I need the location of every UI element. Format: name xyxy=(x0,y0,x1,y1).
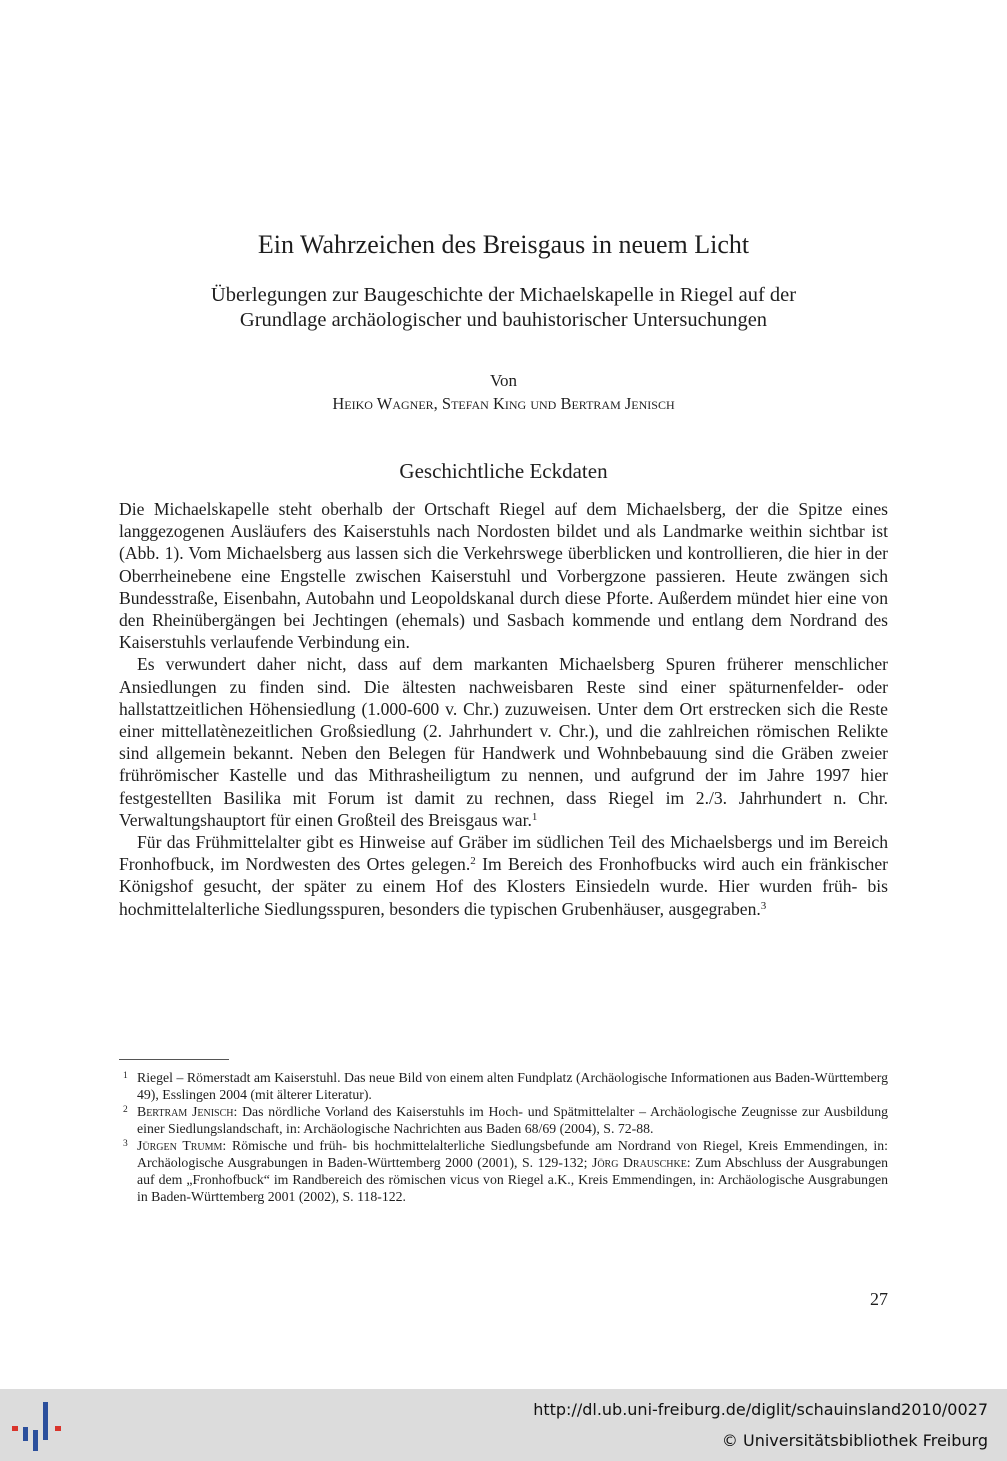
footnote-author: Jürgen Trumm: xyxy=(137,1138,227,1153)
subtitle-line-2: Grundlage archäologischer und bauhistorischer Untersuchungen xyxy=(239,309,768,331)
paragraph-3-text-b: Im Bereich des Fronhofbucks wird auch ein fränkischer Königshof gesucht, der später zu einem Hof des Klosters Einsiedeln wurde. Hier wurden früh- bis hochmittelalterliche Siedlungsspuren, besonders die typischen Grubenhäuser, ausgegraben. xyxy=(119,854,888,919)
footnotes xyxy=(119,1069,888,1205)
footnote-1 xyxy=(119,1069,888,1103)
footnote-text: Römische und früh- bis hochmittelalterliche Siedlungsbefunde am Nordrand von Riegel, Kreis Emmendingen, in: Archäologische Ausgrabungen in Baden-Württemberg 2000 (2001), S. 129-132; xyxy=(137,1138,888,1170)
footnote-number: 2 xyxy=(123,1105,128,1115)
footnote-ref-2[interactable]: 2 xyxy=(470,855,476,868)
byline-von: Von xyxy=(489,371,518,390)
footnote-3 xyxy=(119,1137,888,1205)
paragraph-1-text: Die Michaelskapelle steht oberhalb der Ortschaft Riegel auf dem Michaelsberg, der die Spitze eines langgezogenen Ausläufers des Kaiserstuhls nach Nordosten bildet und als Landmarke weithin sichtbar ist (Abb. 1). Vom Michaelsberg aus lassen sich die Verkehrswege überblicken und kontrollieren, die hier in der Oberrheinebene eine Engstelle zwischen Kaiserstuhl und Vorbergzone passieren. Heute zwängen sich Bundesstraße, Eisenbahn, Autobahn und Leopoldskanal durch diese Pforte. Außerdem mündet hier eine von den Rheinübergängen bei Jechtingen (ehemals) und Sasbach kommende und entlang dem Nordrand des Kaiserstuhls verlaufende Verbindung ein. xyxy=(119,499,888,653)
subtitle-line-1: Überlegungen zur Baugeschichte der Michaelskapelle in Riegel auf der xyxy=(210,284,797,306)
footnote-number: 1 xyxy=(123,1071,128,1081)
ub-freiburg-logo-icon[interactable] xyxy=(10,1400,66,1452)
library-footer-bar xyxy=(0,1389,1007,1461)
logo-bar-left xyxy=(12,1426,18,1431)
document-url-link[interactable]: http://dl.ub.uni-freiburg.de/diglit/schauinsland2010/0027 xyxy=(533,1400,988,1419)
copyright-notice: © Universitätsbibliothek Freiburg xyxy=(721,1431,988,1450)
article-subtitle xyxy=(140,283,867,333)
footnote-author: Bertram Jenisch: xyxy=(137,1104,238,1119)
footnote-text: Das nördliche Vorland des Kaiserstuhls im Hoch- und Spätmittelalter – Archäologische Zeugnisse zur Ausbildung einer Siedlungslandschaft, in: Archäologische Nachrichten aus Baden 68/69 (2004), S. 72-88. xyxy=(137,1104,888,1136)
body-text xyxy=(119,498,888,920)
page-number: 27 xyxy=(870,1289,888,1309)
footnote-text: Riegel – Römerstadt am Kaiserstuhl. Das neue Bild von einem alten Fundplatz (Archäologische Informationen aus Baden-Württemberg 49), Esslingen 2004 (mit älterer Literatur). xyxy=(137,1070,888,1102)
paragraph-1 xyxy=(119,498,888,653)
footnote-text-2: Zum Abschluss der Ausgrabungen auf dem „Fronhofbuck“ im Randbereich des römischen vicus von Riegel a.K., Kreis Emmendingen, in: Archäologische Ausgrabungen in Baden-Württemberg 2001 (2002), S. 118-122. xyxy=(137,1155,888,1204)
logo-bar-3 xyxy=(43,1402,48,1440)
logo-bar-2 xyxy=(33,1430,38,1451)
paragraph-3-text-a: Für das Frühmittelalter gibt es Hinweise auf Gräber im südlichen Teil des Michaelsbergs und im Bereich Fronhofbuck, im Nordwesten des Ortes gelegen. xyxy=(119,832,888,875)
author-names: Heiko Wagner, Stefan King und Bertram Jenisch xyxy=(332,394,675,413)
footnote-number: 3 xyxy=(123,1139,128,1149)
section-heading: Geschichtliche Eckdaten xyxy=(399,459,608,483)
footnote-author-2: Jörg Drauschke: xyxy=(591,1155,691,1170)
logo-bar-1 xyxy=(23,1427,28,1441)
footnote-ref-3[interactable]: 3 xyxy=(760,899,767,912)
footnote-2 xyxy=(119,1103,888,1137)
footnote-ref-1[interactable]: 1 xyxy=(531,810,538,823)
paragraph-2-text: Es verwundert daher nicht, dass auf dem markanten Michaelsberg Spuren früherer menschlicher Ansiedlungen zu finden sind. Die ältesten nachweisbaren Reste sind einer späturnenfelder- oder hallstattzeitlichen Höhensiedlung (1.000-600 v. Chr.) zuzuweisen. Unter dem Ort erstrecken sich die Reste einer mittellatènezeitlichen Großsiedlung (2. Jahrhundert v. Chr.), und die zahlreichen römischen Relikte sind allgemein bekannt. Neben den Belegen für Handwerk und Wohnbebauung sind die Gräben zweier frührömischer Kastelle und das Mithrasheiligtum zu nennen, und aufgrund der im Jahre 1997 hier festgestellten Basilika mit Forum ist damit zu rechnen, dass Riegel im 2./3. Jahrhundert n. Chr. Verwaltungshauptort für einen Großteil des Breisgaus war. xyxy=(119,654,888,830)
paragraph-2 xyxy=(119,653,888,831)
paragraph-3 xyxy=(119,831,888,920)
logo-bar-right xyxy=(55,1426,61,1431)
article-title: Ein Wahrzeichen des Breisgaus in neuem Licht xyxy=(257,230,750,259)
footnote-divider xyxy=(119,1059,229,1060)
